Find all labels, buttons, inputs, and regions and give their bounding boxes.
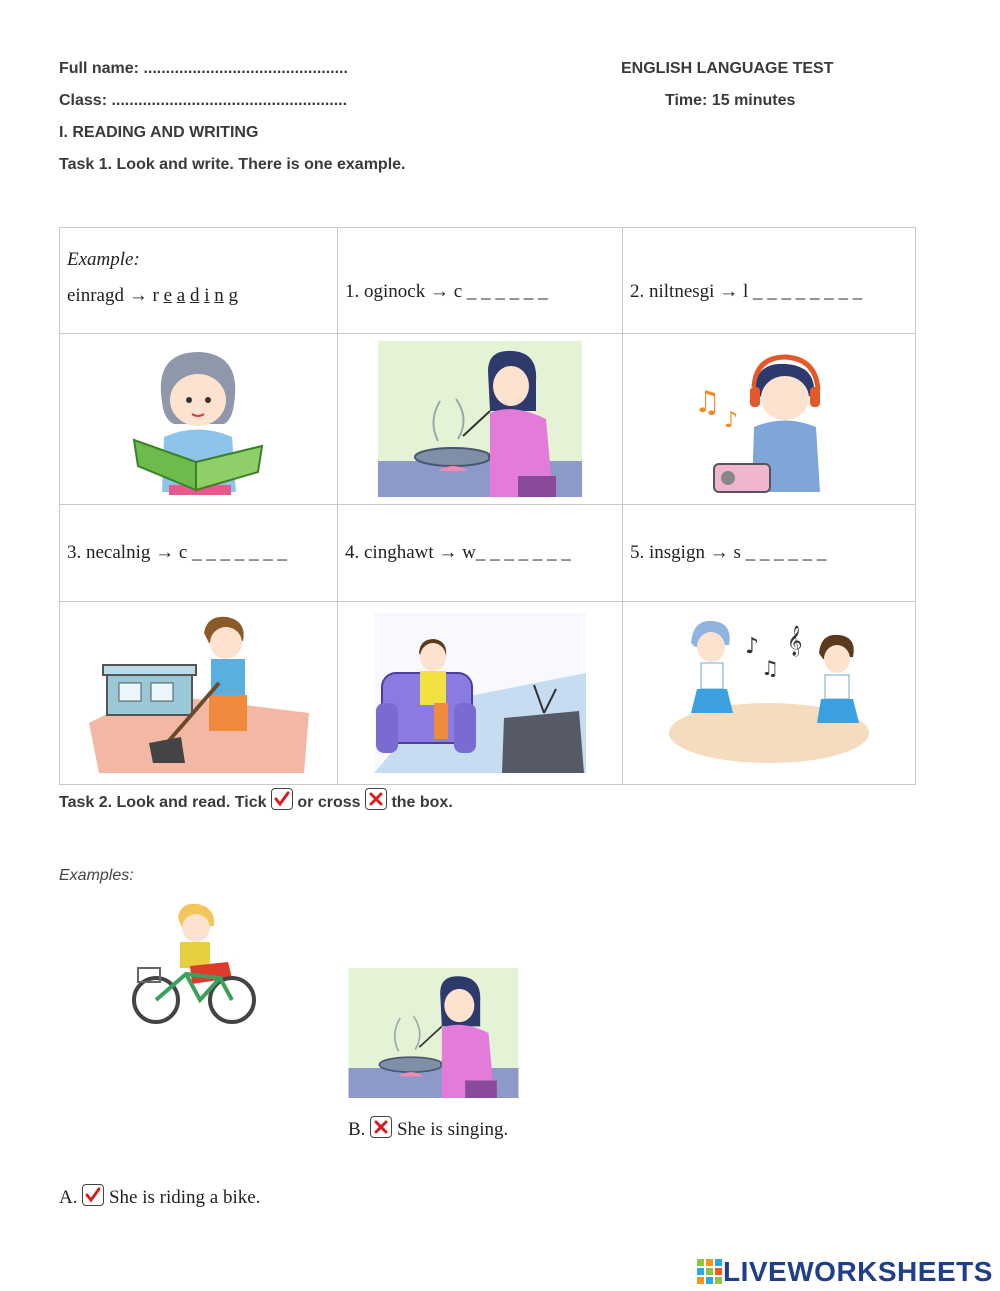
- music-note-icon: ♪: [745, 634, 760, 659]
- item-cell-4[interactable]: [338, 505, 623, 602]
- example-b: [348, 1116, 508, 1141]
- tick-box-icon[interactable]: [82, 1184, 104, 1206]
- item-cell-1[interactable]: [338, 228, 623, 334]
- picture-singing: [623, 602, 916, 785]
- picture-cleaning: [60, 602, 338, 785]
- music-note-icon: ♫: [761, 656, 779, 680]
- example-line: [60, 285, 337, 307]
- boy-cleaning-image: [89, 613, 309, 773]
- picture-reading: [60, 334, 338, 505]
- example-a-text: She is riding a bike.: [108, 1187, 261, 1208]
- item-2-text: 2. niltnesgi → l _ _ _ _ _ _ _ _: [630, 280, 863, 302]
- example-b-text: She is singing.: [396, 1119, 509, 1140]
- example-cell: [60, 228, 338, 334]
- girls-singing-image: [669, 613, 869, 773]
- arrow: →: [128, 284, 148, 306]
- item-3-text: 3. necalnig → c _ _ _ _ _ _ _: [67, 542, 288, 563]
- example-letter: e: [163, 284, 172, 306]
- girl-cooking-example-image: [348, 968, 519, 1098]
- task2-title-part: Task 2. Look and read. Tick: [59, 794, 267, 811]
- section-title: I. READING AND WRITING: [59, 124, 259, 141]
- example-letter: i: [204, 284, 210, 306]
- task1-title: Task 1. Look and write. There is one example.: [59, 156, 406, 173]
- cross-box-icon: [365, 788, 387, 810]
- music-note-icon: ♫: [694, 384, 721, 420]
- liveworksheets-logo: [697, 1256, 993, 1288]
- item-4-text: 4. cinghawt → w_ _ _ _ _ _ _: [345, 542, 571, 563]
- item-cell-2[interactable]: [623, 228, 916, 334]
- example-letter: d: [189, 284, 200, 306]
- time-limit: Time: 15 minutes: [665, 92, 796, 109]
- example-b-prefix: B.: [348, 1119, 366, 1140]
- examples-label: Examples:: [59, 867, 134, 884]
- tick-box-icon: [271, 788, 293, 810]
- example-letter: r: [152, 284, 159, 306]
- picture-watching: [338, 602, 623, 785]
- task1-grid: [59, 227, 916, 785]
- example-a-prefix: A.: [59, 1187, 78, 1208]
- logo-grid-icon: [697, 1259, 723, 1285]
- task2-title-part: the box.: [391, 794, 453, 811]
- boy-watching-tv-image: [374, 613, 586, 773]
- girl-riding-bike-image: [130, 900, 260, 1030]
- logo-text: LIVEWORKSHEETS: [723, 1256, 993, 1287]
- example-letter: a: [176, 284, 186, 306]
- girl-cooking-image: [378, 341, 582, 497]
- item-1-text: 1. oginock → c _ _ _ _ _ _: [345, 280, 548, 302]
- treble-clef-icon: 𝄞: [787, 626, 803, 656]
- picture-cooking: [338, 334, 623, 505]
- item-5-text: 5. insgign → s _ _ _ _ _ _: [630, 542, 827, 563]
- example-word: einragd: [67, 284, 124, 306]
- test-title: ENGLISH LANGUAGE TEST: [621, 60, 834, 77]
- music-note-icon: ♪: [724, 407, 739, 433]
- picture-listening: [623, 334, 916, 505]
- item-cell-5[interactable]: [623, 505, 916, 602]
- girl-reading-image: [124, 342, 274, 497]
- example-label: Example:: [67, 248, 140, 270]
- task2-title-part: or cross: [297, 794, 361, 811]
- task2-title: [59, 788, 453, 812]
- full-name-field: Full name: ..............................................: [59, 60, 348, 77]
- example-letter: g: [228, 284, 238, 306]
- example-letter: n: [214, 284, 224, 306]
- cross-box-icon[interactable]: [370, 1116, 392, 1138]
- example-a: [59, 1184, 260, 1209]
- class-field: Class: .....................................................: [59, 92, 348, 109]
- boy-listening-image: [694, 342, 844, 497]
- item-cell-3[interactable]: [60, 505, 338, 602]
